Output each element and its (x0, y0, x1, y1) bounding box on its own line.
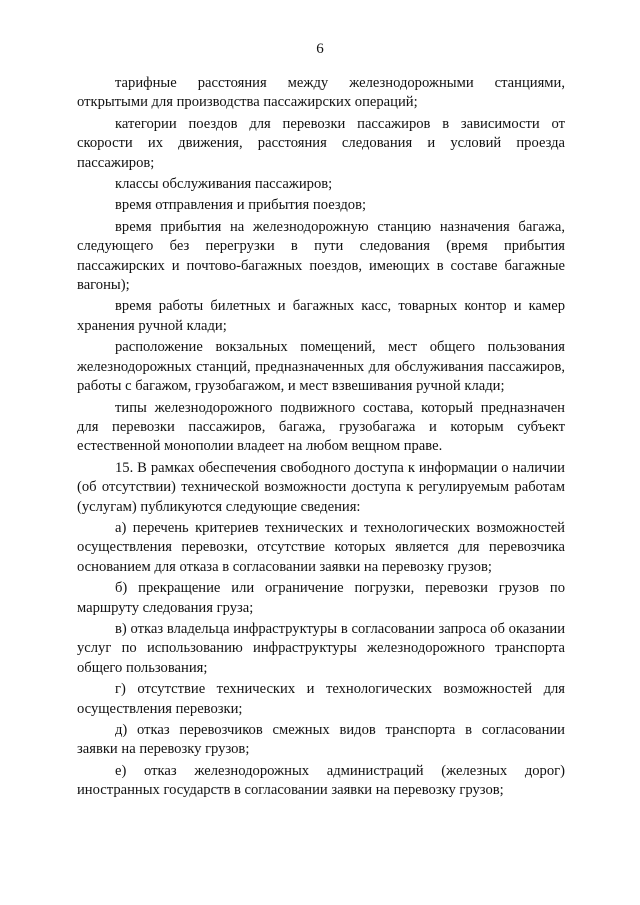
paragraph-ticket-office-hours: время работы билетных и багажных касс, товарных контор и камер хранения ручной клади; (77, 298, 565, 334)
paragraph-station-premises: расположение вокзальных помещений, мест общего пользования железнодорожных станций, предназначенных для обслуживания пассажиров, работы с багажом, грузобагажом, и мест взвешивания ручной клади; (77, 339, 565, 395)
document-body (77, 74, 565, 803)
paragraph-item-v: в) отказ владельца инфраструктуры в согласовании запроса об оказании услуг по использованию инфраструктуры железнодорожного транспорта общего пользования; (77, 620, 565, 676)
paragraph-item-a: а) перечень критериев технических и технологических возможностей осуществления перевозки, отсутствие которых является для перевозчика основанием для отказа в согласовании заявки на перевозку грузов; (77, 519, 565, 575)
paragraph-item-b: б) прекращение или ограничение погрузки, перевозки грузов по маршруту следования груза; (77, 580, 565, 616)
paragraph-rolling-stock-types: типы железнодорожного подвижного состава, который предназначен для перевозки пассажиров, багажа, грузобагажа и которым субъект естественной монополии владеет на любом вещном праве. (77, 399, 565, 455)
paragraph-service-classes: классы обслуживания пассажиров; (115, 176, 333, 193)
paragraph-section-15: 15. В рамках обеспечения свободного доступа к информации о наличии (об отсутствии) технической возможности доступа к регулируемым работам (услугам) публикуются следующие сведения: (77, 459, 565, 515)
paragraph-item-d: д) отказ перевозчиков смежных видов транспорта в согласовании заявки на перевозку грузов; (77, 722, 565, 758)
paragraph-departure-arrival-times: время отправления и прибытия поездов; (115, 197, 367, 214)
paragraph-item-e: е) отказ железнодорожных администраций (железных дорог) иностранных государств в согласовании заявки на перевозку грузов; (77, 762, 565, 799)
page-number: 6 (316, 41, 324, 57)
paragraph-tariff-distances: тарифные расстояния между железнодорожными станциями, открытыми для производства пассажирских операций; (77, 75, 565, 111)
paragraph-baggage-arrival-time: время прибытия на железнодорожную станцию назначения багажа, следующего без перегрузки в пути следования (время прибытия пассажирских и почтово-багажных поездов, имеющих в составе багажные вагоны); (77, 218, 565, 294)
paragraph-train-categories: категории поездов для перевозки пассажиров в зависимости от скорости их движения, расстояния следования и условий проезда пассажиров; (77, 115, 565, 171)
paragraph-item-g: г) отсутствие технических и технологических возможностей для осуществления перевозки; (77, 681, 565, 717)
